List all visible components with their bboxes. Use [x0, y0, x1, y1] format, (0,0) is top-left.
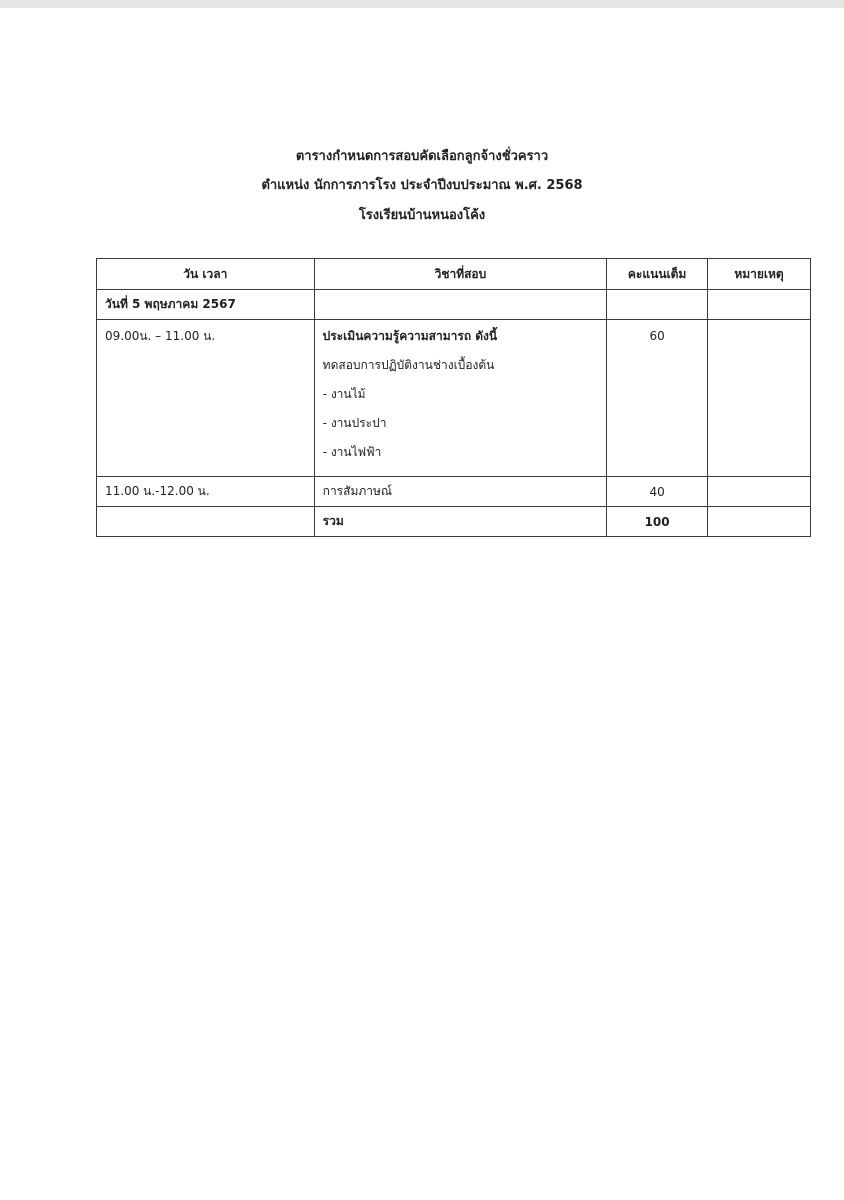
session2-score: 40: [607, 477, 708, 507]
exam-date: วันที่ 5 พฤษภาคม 2567: [97, 290, 315, 320]
session1-subject-line: - งานไฟฟ้า: [322, 445, 382, 459]
session1-subject-line: - งานไม้: [322, 387, 366, 401]
header-datetime: วัน เวลา: [97, 259, 315, 290]
table-row: [97, 477, 811, 507]
header-subject: วิชาที่สอบ: [314, 259, 607, 290]
session1-score: [607, 320, 708, 477]
exam-schedule-table: [96, 258, 811, 537]
empty-cell: [708, 477, 811, 507]
header-remarks: หมายเหตุ: [708, 259, 811, 290]
empty-cell: [708, 290, 811, 320]
table-header-row: [97, 259, 811, 290]
title-line-1: ตารางกำหนดการสอบคัดเลือกลูกจ้างชั่วคราว: [295, 149, 549, 164]
session1-subject-line: - งานประปา: [322, 416, 387, 430]
session1-score-text: 60: [649, 329, 665, 343]
top-bar: [0, 0, 844, 8]
empty-cell: [314, 290, 607, 320]
empty-cell: [607, 290, 708, 320]
total-score: 100: [607, 507, 708, 537]
empty-cell: [97, 507, 315, 537]
table-row: [97, 507, 811, 537]
session1-subject: [314, 320, 607, 477]
document-page: [0, 8, 844, 1200]
session1-subject-line: ทดสอบการปฏิบัติงานช่างเบื้องต้น: [322, 358, 495, 372]
session1-subject-heading: ประเมินความรู้ความสามารถ ดังนี้: [322, 329, 498, 343]
title-line-2: ตำแหน่ง นักการภารโรง ประจำปีงบประมาณ พ.ศ. 2568: [261, 178, 583, 193]
session2-subject: การสัมภาษณ์: [314, 477, 607, 507]
table-row: [97, 320, 811, 477]
table-row: [97, 290, 811, 320]
empty-cell: [708, 507, 811, 537]
title-line-3: โรงเรียนบ้านหนองโค้ง: [358, 208, 486, 223]
session2-time: 11.00 น.-12.00 น.: [97, 477, 315, 507]
header-full-score: คะแนนเต็ม: [607, 259, 708, 290]
total-label: รวม: [314, 507, 607, 537]
session1-time-text: 09.00น. – 11.00 น.: [105, 329, 216, 343]
session1-time: [97, 320, 315, 477]
empty-cell: [708, 320, 811, 477]
